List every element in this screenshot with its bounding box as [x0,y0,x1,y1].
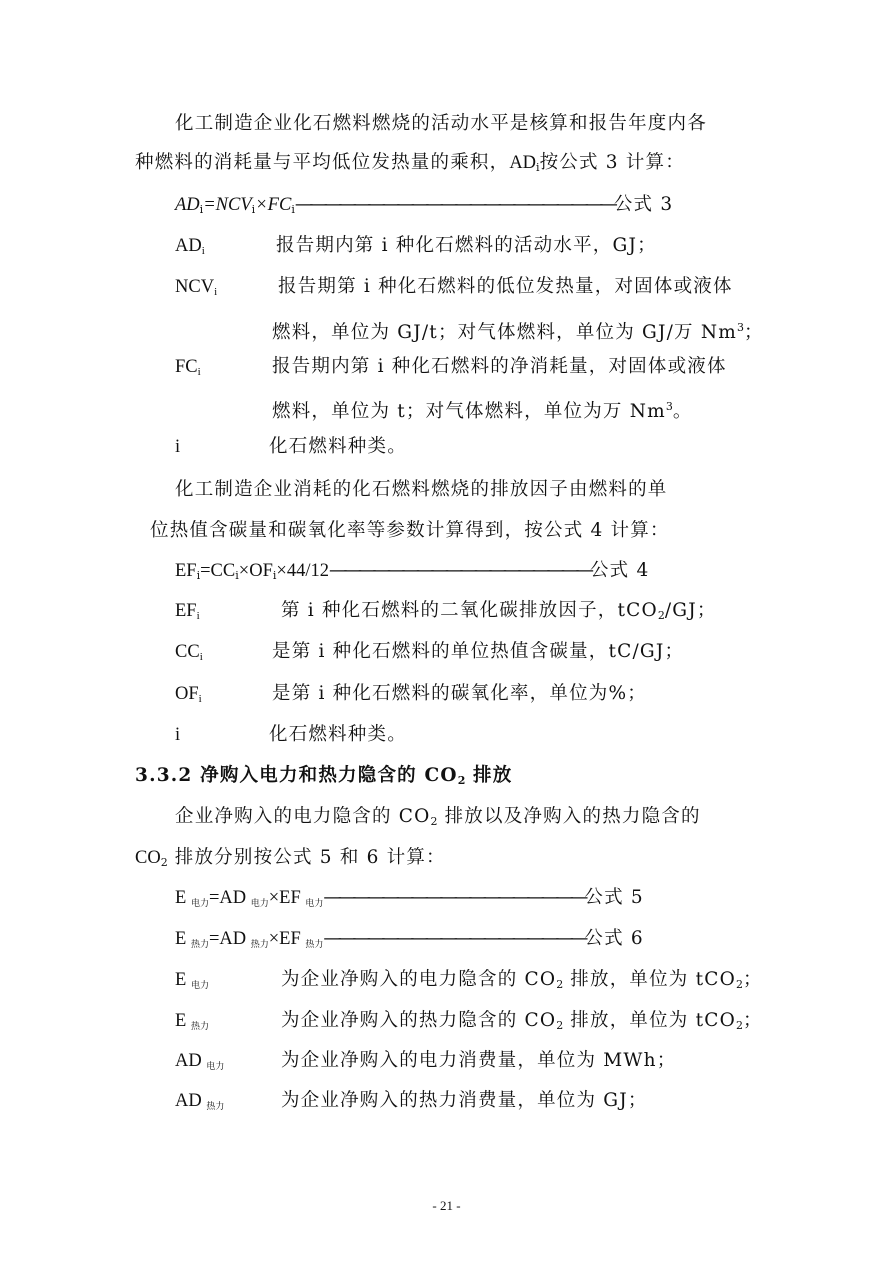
definition-desc-ncv-2 [272,316,764,343]
superscript: 3 [665,400,673,413]
definition-term-i-1 [175,435,180,459]
text: CO [135,848,161,868]
subscript: 电力 [190,899,209,909]
formula-term: EF [175,561,197,581]
formula-leader: —————————————————— [323,928,585,949]
text: 排放，单位为 tCO [563,969,736,990]
subscript: 电力 [250,899,269,909]
definition-desc-e-electricity [281,968,763,992]
paragraph-3-line-1 [175,805,701,829]
term: OF [175,684,199,704]
definition-desc-i-2 [269,723,407,747]
term: FC [175,357,198,377]
definition-term-of [175,682,202,706]
definition-term-fc [175,355,201,379]
formula-6 [175,927,644,951]
formula-leader: —————————————————— [328,560,590,581]
heading-text: 排放 [465,765,513,786]
definition-desc-ef [281,599,717,623]
subscript: i [251,203,256,216]
text: 为企业净购入的热力隐含的 CO [281,1010,557,1031]
text: 报告期内第 i 种化石燃料的净消耗量，对固体或液体 [272,356,727,377]
text: 报告期内第 i 种化石燃料的活动水平，GJ； [276,235,657,256]
text: 是第 i 种化石燃料的单位热值含碳量，tC/GJ； [272,641,685,662]
text: 燃料，单位为 t；对气体燃料，单位为万 Nm [272,401,666,422]
subscript: 热力 [206,1101,225,1111]
formula-term: =AD [208,929,251,949]
definition-desc-cc [272,640,684,664]
subscript: 热力 [190,940,209,950]
formula-label: 公式 5 [584,887,644,908]
term: i [175,725,181,745]
definition-term-e-heat [175,1009,209,1033]
subscript: i [197,366,201,378]
definition-term-ncv [175,275,217,299]
text: 排放，单位为 tCO [563,1010,736,1031]
definition-desc-fc-1 [272,355,727,379]
subscript: 电力 [190,980,209,990]
formula-label: 公式 6 [584,928,644,949]
definition-term-e-electricity [175,968,209,992]
page-number: - 21 - [432,1198,461,1213]
formula-leader: —————————————————————— [294,194,614,215]
formula-leader: —————————————————— [323,887,585,908]
term: AD [175,1051,207,1071]
text: 化工制造企业化石燃料燃烧的活动水平是核算和报告年度内各 [175,113,707,134]
term: EF [175,601,197,621]
text: 位热值含碳量和碳氧化率等参数计算得到，按公式 4 计算： [150,520,670,541]
text: 燃料，单位为 GJ/t；对气体燃料，单位为 GJ/万 Nm [272,322,737,343]
paragraph-1-line-2 [135,151,685,175]
paragraph-2-line-2 [150,519,670,543]
subscript: 电力 [305,899,324,909]
definition-term-cc [175,640,203,664]
formula-term: ×FC [255,195,292,215]
formula-label: 公式 4 [589,560,650,581]
term: AD [175,1091,207,1111]
text: AD [509,153,537,173]
text: 第 i 种化石燃料的二氧化碳排放因子，tCO [281,600,658,621]
formula-term: ×EF [268,888,306,908]
text: 化石燃料种类。 [269,436,407,457]
subscript: i [196,569,201,582]
subscript: i [214,286,218,298]
subscript: i [196,610,200,622]
subscript: 2 [160,856,168,869]
text: ； [743,322,764,343]
definition-term-i-2 [175,723,180,747]
term: NCV [175,277,215,297]
formula-3 [175,193,673,217]
text: 种燃料的消耗量与平均低位发热量的乘积， [135,152,510,173]
definition-desc-e-heat [281,1009,763,1033]
text: 是第 i 种化石燃料的碳氧化率，单位为%； [272,683,647,704]
term: E [175,1011,191,1031]
formula-term: AD [175,195,200,215]
subscript: 电力 [206,1061,225,1071]
subscript: 热力 [250,940,269,950]
term: i [175,437,181,457]
text: 报告期第 i 种化石燃料的低位发热量，对固体或液体 [278,276,733,297]
text: 为企业净购入的电力隐含的 CO [281,969,557,990]
subscript: i [199,651,203,663]
subscript: 2 [556,1019,564,1032]
definition-desc-i-1 [269,435,407,459]
subscript: i [272,569,277,582]
formula-term: ×OF [238,561,273,581]
subscript: i [235,569,239,582]
formula-term: E [175,929,191,949]
formula-term: E [175,888,191,908]
subscript: 2 [657,609,665,622]
definition-desc-ncv-1 [278,275,733,299]
subscript: 2 [556,978,564,991]
text: 排放分别按公式 5 和 6 计算： [167,847,446,868]
heading-text: 3.3.2 净购入电力和热力隐含的 CO [135,765,458,786]
term: CC [175,642,200,662]
subscript: i [291,203,295,216]
paragraph-2-line-1 [175,478,668,502]
subscript: 2 [457,774,466,787]
subscript: i [536,161,540,174]
subscript: 2 [735,978,743,991]
text: 。 [672,401,693,422]
text: 企业净购入的电力隐含的 CO [175,806,431,827]
text: /GJ； [664,600,717,621]
text: 为企业净购入的热力消费量，单位为 GJ； [281,1090,648,1111]
definition-desc-ad-electricity [281,1049,676,1073]
definition-desc-of [272,682,647,706]
subscript: i [198,693,202,705]
subscript: i [199,203,204,216]
superscript: 3 [736,321,744,334]
formula-term: =AD [208,888,251,908]
text: 化工制造企业消耗的化石燃料燃烧的排放因子由燃料的单 [175,479,668,500]
formula-term: ×EF [268,929,306,949]
definition-desc-ad-heat [281,1089,648,1113]
text: 为企业净购入的电力消费量，单位为 MWh； [281,1050,677,1071]
definition-desc-ad [276,234,657,258]
text: 按公式 3 计算： [539,152,685,173]
subscript: 热力 [305,940,324,950]
section-heading [135,764,512,788]
formula-5 [175,886,644,910]
definition-term-ad-electricity [175,1049,224,1073]
subscript: 2 [430,815,438,828]
term: AD [175,236,202,256]
definition-term-ef [175,599,200,623]
paragraph-1-line-1 [175,112,707,136]
formula-4 [175,559,649,583]
formula-term: =CC [200,561,236,581]
text: 排放以及净购入的热力隐含的 [437,806,701,827]
text: ； [742,969,763,990]
formula-term: ×44/12 [276,561,329,581]
subscript: 热力 [190,1021,209,1031]
definition-desc-fc-2 [272,395,693,422]
formula-label: 公式 3 [613,194,674,215]
paragraph-3-line-2 [135,846,446,870]
text: ； [742,1010,763,1031]
definition-term-ad [175,234,205,258]
text: 化石燃料种类。 [269,724,407,745]
definition-term-ad-heat [175,1089,224,1113]
subscript: 2 [735,1019,743,1032]
term: E [175,970,191,990]
subscript: i [201,245,205,257]
formula-term: =NCV [203,195,252,215]
